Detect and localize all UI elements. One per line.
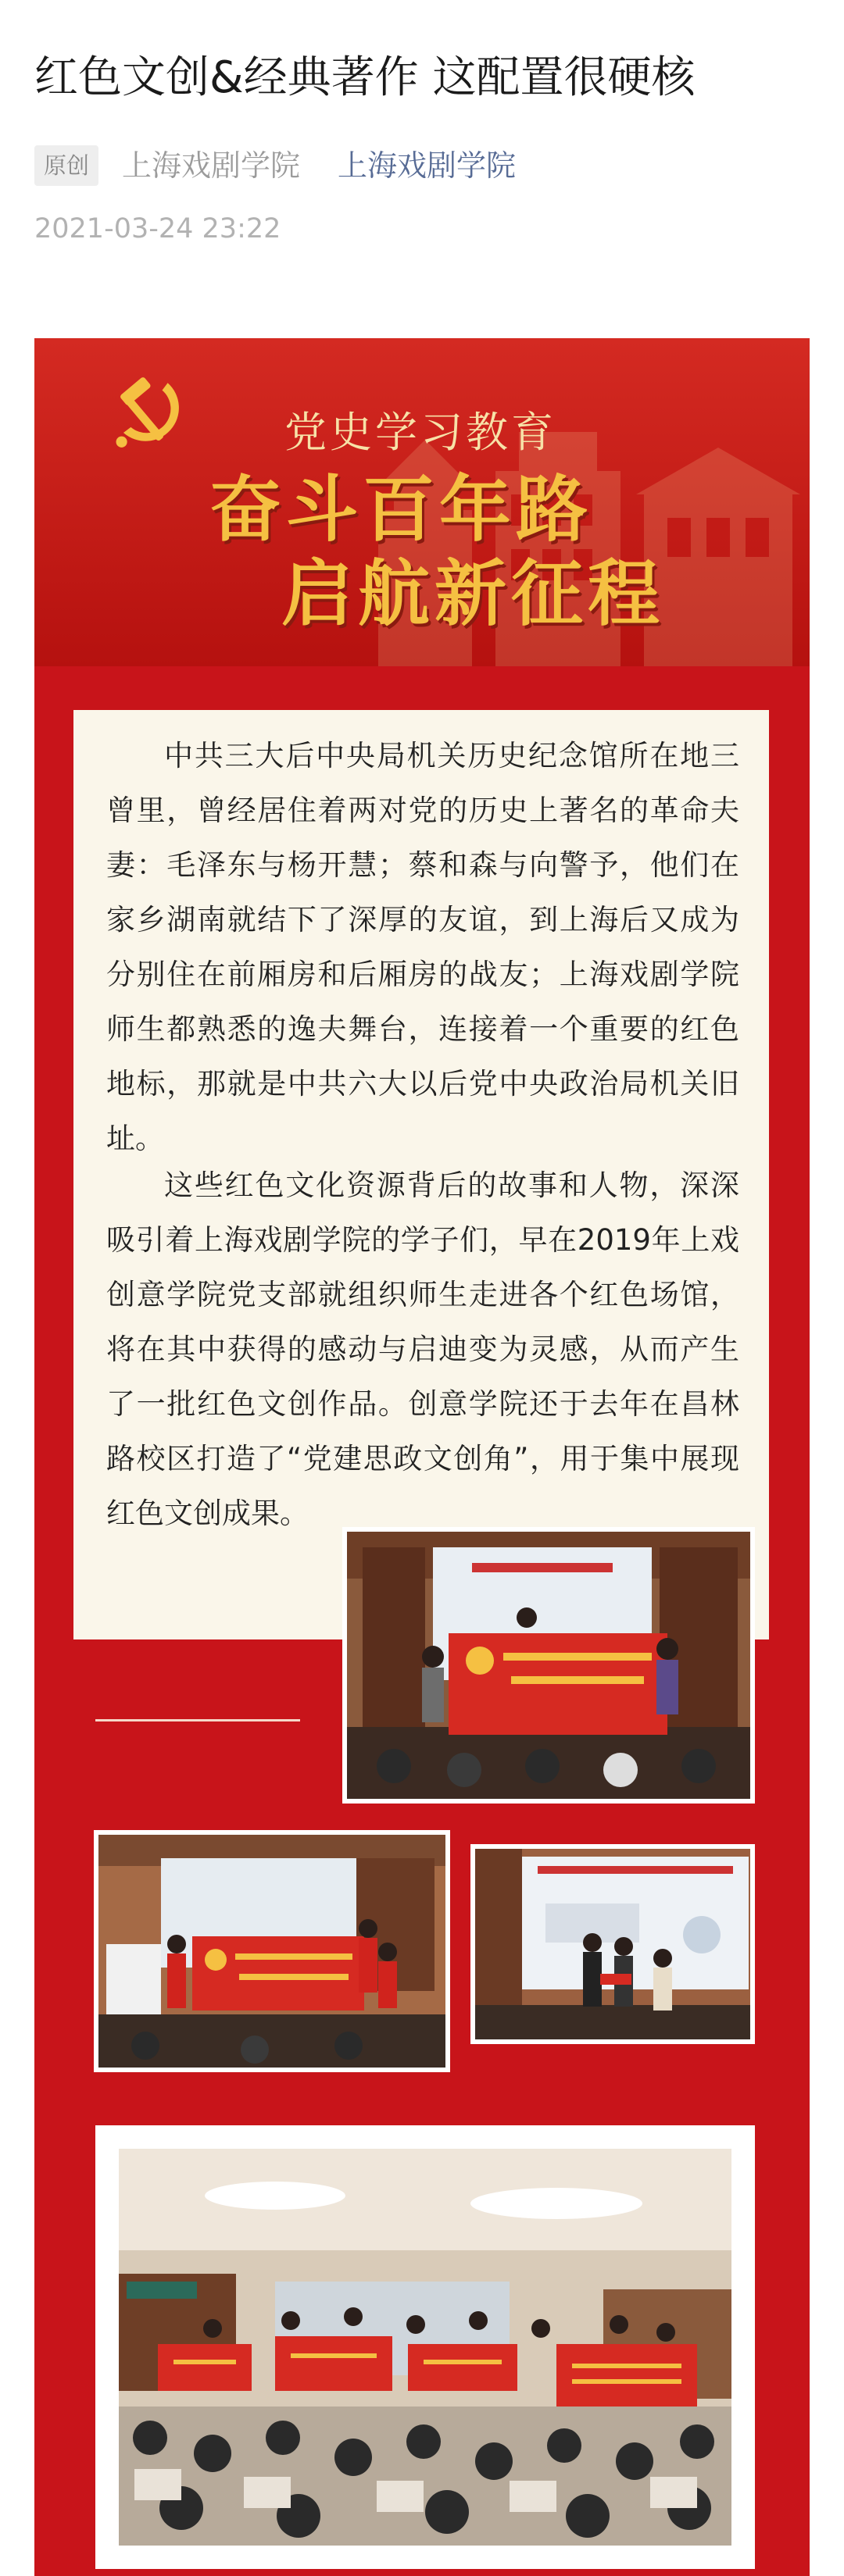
- banner-headline-line-1: 奋斗百年路: [209, 467, 593, 551]
- paragraph-1: 中共三大后中央局机关历史纪念馆所在地三曾里，曾经居住着两对党的历史上著名的革命夫妻：毛泽东与杨开慧；蔡和森与向警予，他们在家乡湖南就结下了深厚的友谊，到上海后又成为分别住在前厢房和后厢房的战友；上海戏剧学院师生都熟悉的逸夫舞台，连接着一个重要的红色地标，那就是中共六大以后党中央政治局机关旧址。: [106, 739, 739, 1155]
- original-badge: 原创: [34, 145, 98, 186]
- photo-banner-presentation-1[interactable]: [342, 1527, 755, 1804]
- text-panel: [73, 710, 769, 1639]
- banner-headline-line-2: 启航新征程: [281, 551, 665, 636]
- publish-time: 2021-03-24 23:22: [34, 213, 281, 244]
- banner-subtitle: 党史学习教育: [284, 408, 556, 457]
- photo-presentation-screen[interactable]: [470, 1844, 755, 2044]
- hammer-sickle-icon: [103, 366, 195, 458]
- article-content-card: [34, 338, 810, 2576]
- photo-banner-presentation-2[interactable]: [94, 1830, 450, 2072]
- photo-group-event[interactable]: [95, 2125, 755, 2569]
- decorative-divider: [95, 1719, 300, 1721]
- article-title: 红色文创&经典著作 这配置很硬核: [34, 52, 696, 103]
- banner: [34, 338, 810, 666]
- author-name: 上海戏剧学院: [122, 148, 301, 183]
- paragraph-2: 这些红色文化资源背后的故事和人物，深深吸引着上海戏剧学院的学子们，早在2019年上戏创意学院党支部就组织师生走进各个红色场馆，将在其中获得的感动与启迪变为灵感，从而产生了一批红色文创作品。创意学院还于去年在昌林路校区打造了“党建思政文创角”，用于集中展现红色文创成果。: [106, 1168, 739, 1530]
- account-link[interactable]: 上海戏剧学院: [338, 148, 517, 183]
